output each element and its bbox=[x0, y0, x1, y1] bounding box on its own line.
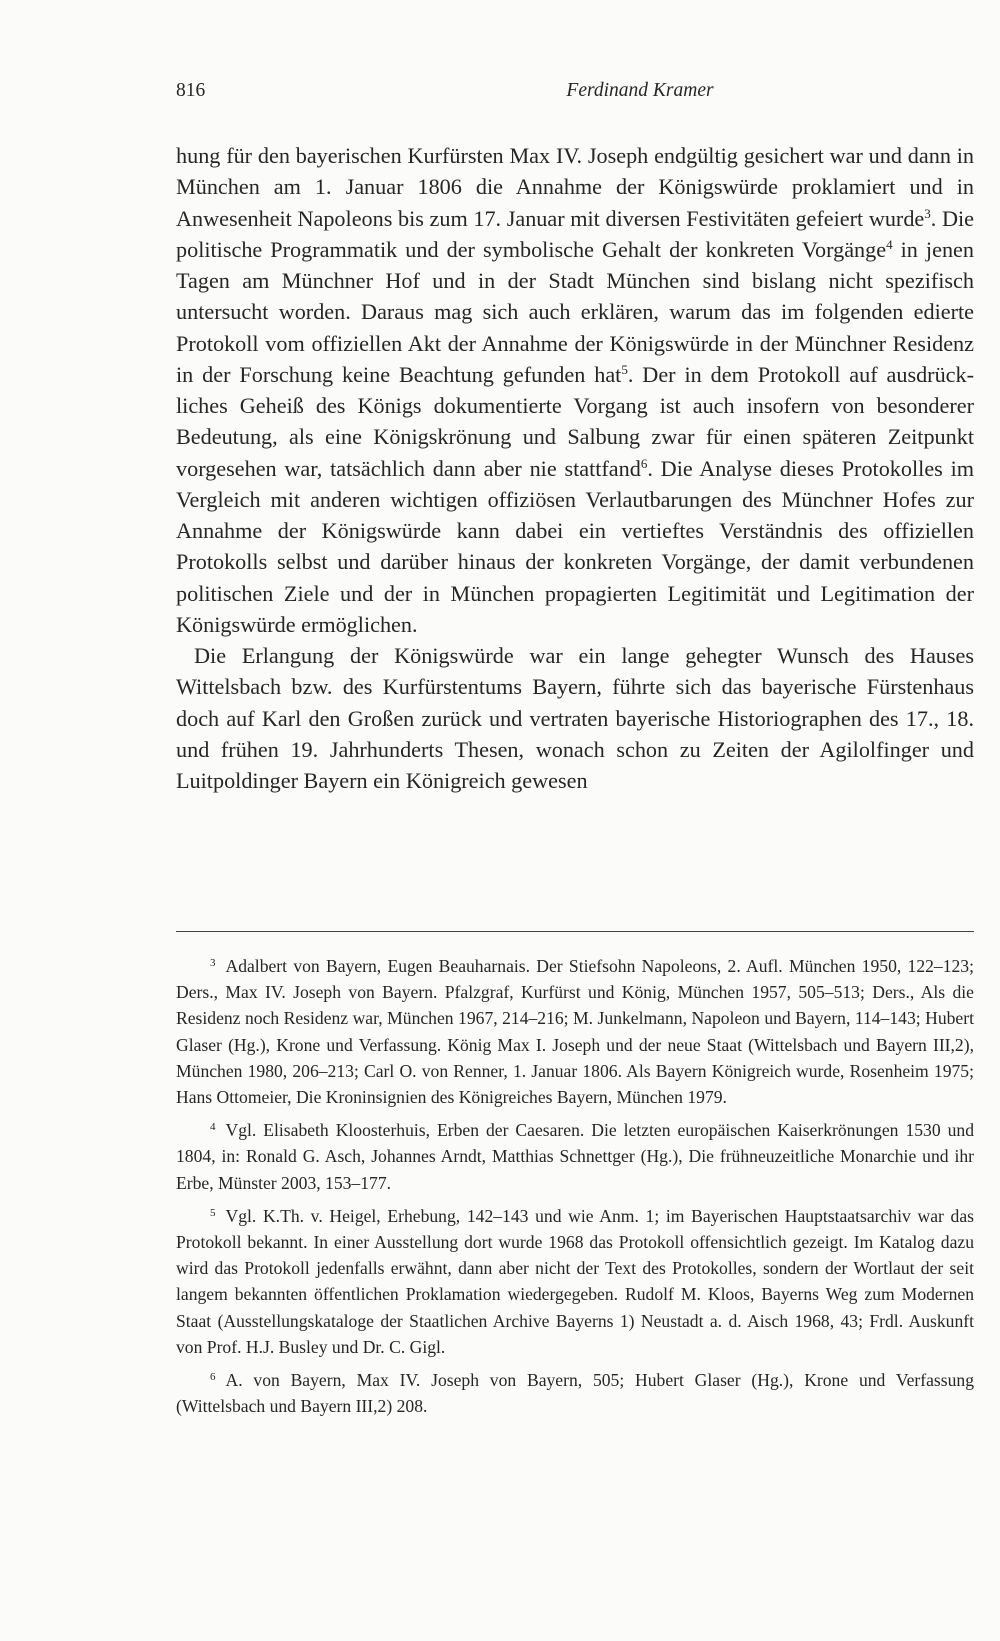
footnotes bbox=[176, 950, 974, 1423]
text-segment: . Die Analyse dieses Protokolles im Vergleich mit anderen wichtigen offiziösen Verlautbarungen des Münchner Hofes zur Annahme der Königswürde kann dabei ein vertieftes Verständnis des offiziellen Protokolls selbst und darüber hinaus der konkreten Vorgänge, der damit verbundenen politischen Ziele und der in München propagierten Legitimität und Legitimation der Königswürde ermöglichen. bbox=[176, 455, 974, 637]
paragraph-1 bbox=[176, 140, 974, 640]
text-segment: hung für den bayerischen Kurfürsten Max IV. Joseph endgültig gesichert war und dann in München am 1. Januar 1806 die Annahme der Königswürde proklamiert und in Anwesenheit Napoleons bis zum 17. Januar mit diversen Festivitäten gefeiert wurde bbox=[176, 143, 974, 231]
footnote-mark: 6 bbox=[210, 1371, 216, 1384]
footnote bbox=[176, 1114, 974, 1196]
footnote bbox=[176, 950, 974, 1110]
footnote-divider bbox=[176, 931, 974, 932]
page-number: 816 bbox=[176, 80, 206, 101]
footnote-reference-5: 5 bbox=[621, 361, 628, 377]
footnote-reference-4: 4 bbox=[886, 236, 893, 252]
text-segment: . Die politische Programmatik und der symbolische Gehalt der konkreten Vorgänge bbox=[176, 205, 974, 262]
footnote bbox=[176, 1200, 974, 1360]
footnote-reference-6: 6 bbox=[640, 455, 648, 471]
running-title: Ferdinand Kramer bbox=[566, 80, 714, 101]
paragraph-2 bbox=[176, 640, 974, 796]
footnote-text: Vgl. Elisabeth Kloosterhuis, Erben der Caesaren. Die letzten europäischen Kaiserkrönungen 1530 und 1804, in: Ronald G. Asch, Johannes Arndt, Matthias Schnettger (Hg.), Die frühneuzeitliche Monarchie und ihr Erbe, Münster 2003, 153–177. bbox=[176, 1120, 974, 1193]
footnote-mark: 5 bbox=[210, 1206, 216, 1219]
main-text bbox=[176, 140, 974, 796]
footnote-text: Adalbert von Bayern, Eugen Beauharnais. Der Stiefsohn Napoleons, 2. Aufl. München 1950, 122–123; Ders., Max IV. Joseph von Bayern. Pfalzgraf, Kurfürst und König, München 1957, 505–513; Ders., Als die Residenz noch Residenz war, München 1967, 214–216; M. Junkelmann, Napoleon und Bayern, 114–143; Hubert Glaser (Hg.), Krone und Verfassung. König Max I. Joseph und der neue Staat (Wittelsbach und Bayern III,2), München 1980, 206–213; Carl O. von Renner, 1. Januar 1806. Als Bayern Königreich wurde, Rosenheim 1975; Hans Ottomeier, Die Kroninsignien des Königreiches Bayern, München 1979. bbox=[176, 956, 974, 1108]
footnote-text: Vgl. K.Th. v. Heigel, Erhebung, 142–143 und wie Anm. 1; im Bayerischen Hauptstaatsarchiv war das Protokoll bekannt. In einer Ausstellung dort wurde 1968 das Protokoll offensichtlich gezeigt. Im Katalog dazu wird das Protokoll jedenfalls erwähnt, dann aber nicht der Text des Protokolles, sondern der Wortlaut der seit langem bekannten öffentlichen Proklamation wiedergegeben. Rudolf M. Kloos, Bayerns Weg zum Modernen Staat (Ausstellungskataloge der Staatlichen Archive Bayerns 1) Neustadt a. d. Aisch 1968, 43; Frdl. Auskunft von Prof. H.J. Busley und Dr. C. Gigl. bbox=[176, 1205, 974, 1357]
running-head bbox=[176, 80, 974, 110]
text-segment: Die Erlangung der Königswürde war ein lange gehegter Wunsch des Hauses Wittelsbach bzw. des Kurfürstentums Bayern, führte sich das bayerische Fürstenhaus doch auf Karl den Großen zurück und vertraten bayerische Historiographen des 17., 18. und frühen 19. Jahrhunderts Thesen, wonach schon zu Zeiten der Agilolfinger und Luitpoldinger Bayern ein Königreich gewesen bbox=[176, 643, 974, 793]
footnote-text: A. von Bayern, Max IV. Joseph von Bayern, 505; Hubert Glaser (Hg.), Krone und Verfassung (Wittelsbach und Bayern III,2) 208. bbox=[176, 1370, 974, 1417]
footnote-reference-3: 3 bbox=[924, 205, 931, 221]
footnote-mark: 4 bbox=[210, 1121, 216, 1134]
text-segment: . Der in dem Protokoll auf ausdrückliches Geheiß des Königs dokumentierte Vorgang ist auch insofern von besonderer Bedeutung, als eine Königskrönung und Salbung zwar für einen späteren Zeitpunkt vorgesehen war, tatsächlich dann aber nie stattfand bbox=[176, 361, 974, 481]
footnote bbox=[176, 1364, 974, 1419]
footnote-mark: 3 bbox=[210, 957, 216, 969]
text-segment: in jenen Tagen am Münchner Hof und in der Stadt München sind bislang nicht spezifisch untersucht worden. Daraus mag sich auch erklären, warum das im folgenden edierte Protokoll vom offiziellen Akt der Annahme der Königswürde in der Münchner Residenz in der Forschung keine Beachtung gefunden hat bbox=[176, 236, 974, 387]
